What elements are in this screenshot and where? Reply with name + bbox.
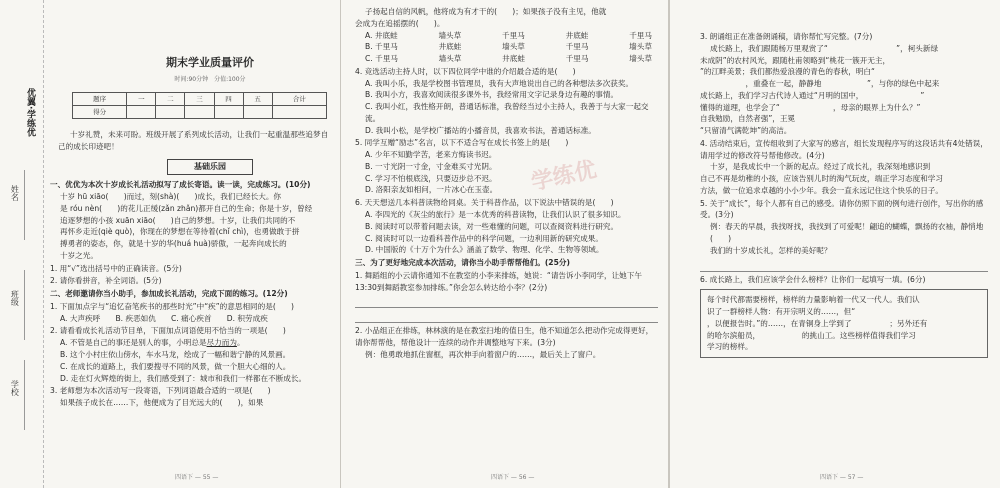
brand-logo: 优翼·学练优 xyxy=(25,88,35,137)
score-cell[interactable] xyxy=(272,106,326,119)
score-header: 四 xyxy=(214,93,243,106)
q4-option[interactable]: C. 我叫小红，我性格开朗，普通话标准，我曾经当过小主持人，我善于与大家一起交流。 xyxy=(365,102,649,123)
q3-3-line[interactable]: 懂得的道理，也学会了“ ，母亲的眼界上为什么？” xyxy=(700,102,921,112)
q1-line: 十岁之光。 xyxy=(60,250,98,260)
choice-cell: 墙头草 xyxy=(438,54,462,64)
choice-cell: C. 千里马 xyxy=(365,54,398,64)
q2-3: 3. 老师想为本次活动写一段寄语，下列词语最合适的一项是( ) xyxy=(50,386,271,396)
choice-row[interactable] xyxy=(355,53,658,65)
score-header: 合计 xyxy=(272,93,326,106)
q2-2-option[interactable]: B. 这个小村庄依山傍水，车水马龙，绘成了一幅和谐宁静的风景画。 xyxy=(60,349,291,359)
score-header: 二 xyxy=(156,93,185,106)
q3-3-line[interactable]: 成长路上，我们学习古代诗人通过“月明的国中， ” xyxy=(700,90,925,100)
q5-option[interactable]: B. 一寸光阴一寸金，寸金难买寸光阴。 xyxy=(365,161,497,171)
q6-box-line: 识了一群榜样人物：有开宗明义的……，但“ xyxy=(707,307,924,317)
q5: 5. 同学互赠“励志”名言，以下不适合写在成长书签上的是( ) xyxy=(355,138,569,148)
q2-1-options[interactable]: A. 大声疾呼 B. 疾恶如仇 C. 痛心疾首 D. 积劳成疾 xyxy=(60,313,268,323)
q1-line: 追逐梦想的小孩 xuān xiāo( )自己的梦想。十岁，让我们共同的不 xyxy=(60,215,296,225)
q4-text[interactable]: 自己不再是幼稚的小孩，应该告别儿时的淘气玩皮，端正学习态度和学习 xyxy=(700,174,943,184)
q3-3-line[interactable]: 成长路上，我们跟随杨万里观赏了“ ”，柯头新绿 xyxy=(710,43,939,53)
page-55 xyxy=(0,0,340,488)
q3-3: 3. 朗诵组正在准备朗诵稿，请你帮忙写完整。(7分) xyxy=(700,32,873,41)
q6: 6. 成长路上，我们应该学会什么榜样？让你们一起填写一填。(6分) xyxy=(700,274,926,284)
q4-text[interactable]: 方法，做一位追求卓越的小小少年。我会一直永远记住这个快乐的日子。 xyxy=(700,185,943,195)
q6-option[interactable]: B. 阅读时可以带着问题去读，对一些难懂的问题，可以查阅资料进行研究。 xyxy=(365,221,619,231)
school-field-label: 学校 xyxy=(10,380,20,396)
q6-box[interactable] xyxy=(700,289,988,358)
q6-option[interactable]: C. 阅读时可以一边看科普作品中的科学问题，一边利用新的研究成果。 xyxy=(365,233,603,243)
choice-row[interactable] xyxy=(355,41,658,53)
q2-2-option[interactable]: A. 不管是自己的事还是别人的事，小明总是尽力而为。 xyxy=(60,338,245,348)
score-cell[interactable] xyxy=(214,106,243,119)
section-badge: 基础乐园 xyxy=(167,159,253,175)
q3-3-line[interactable]: 未成阴”的农村风光，跟随杜甫领略到“桃花一簇开无主， xyxy=(700,55,891,65)
q3-3-line[interactable]: 自我勉励，自然者强”，王冕 xyxy=(700,114,796,124)
choice-cell: B. 千里马 xyxy=(365,42,398,52)
q5-option[interactable]: D. 洛阳亲友如相问，一片冰心在玉壶。 xyxy=(365,185,498,195)
choice-cell: 千里马 xyxy=(629,30,652,40)
q1-sub: 1. 用“√”选出括号中的正确读音。(5分) xyxy=(50,263,182,273)
choice-cell: 井底蛙 xyxy=(438,42,462,52)
name-line xyxy=(24,170,25,240)
q6-option[interactable]: D. 中国版的《十万个为什么》涵盖了数学、物理、化学、生物等领域。 xyxy=(365,245,604,255)
page-57 xyxy=(670,0,1000,488)
choice-cell: 墙头草 xyxy=(629,54,652,64)
q6-box-line: 的哈尔滨船员， 的挑山工。这些榜样值得我们学习 xyxy=(707,330,916,340)
watermark: 学练优 xyxy=(529,157,599,196)
score-header: 三 xyxy=(185,93,214,106)
q1-line: 搏勇者的姿态，你，就是十岁的华(huá huà)骄傲，一起奔向成长的 xyxy=(60,239,287,249)
choice-cell: 墙头草 xyxy=(629,42,652,52)
page-number: 四语下 — 57 — xyxy=(820,473,864,481)
q4-text[interactable]: 十岁，是我成长中一个新的起点。经过了成长礼，我深刻地感识到 xyxy=(710,162,931,172)
q4-option[interactable]: A. 我叫小乐，我是学校图书管理员，我有大声地说出自己的各种想法多次获奖。 xyxy=(365,78,634,88)
score-header: 题序 xyxy=(73,93,127,106)
answer-line[interactable] xyxy=(700,259,988,272)
score-table xyxy=(72,92,327,119)
q4: 4. 竞选活动主持人时，以下四位同学中谁的介绍最合适的是( ) xyxy=(355,66,576,76)
school-line xyxy=(24,360,25,430)
choice-cell: 墙头草 xyxy=(502,42,525,52)
score-header: 一 xyxy=(127,93,156,106)
q5: 5. 关于“成长”，每个人都有自己的感受。请你仿照下面的例句进行创作，写出你的感受。(3分) xyxy=(700,198,984,220)
q2-2-option[interactable]: D. 走在灯火辉煌的街上，我们感受到了：城市和我们一样都在不断成长。 xyxy=(60,373,307,383)
binding-margin xyxy=(0,0,44,488)
q5-prompt: 我们的十岁成长礼，怎样的美好呢？ xyxy=(710,245,832,255)
score-cell[interactable] xyxy=(127,106,156,119)
q1-line: 再怀乡走近(qiè quò)，你现在的梦想在等待着(chǐ chì)，也勇做敢于拼 xyxy=(60,227,300,237)
q5-option[interactable]: C. 学习不怕根底浅，只要迈步总不迟。 xyxy=(365,173,497,183)
q6-box-line: ，以便报告时。”的……，在青铜身上学到了 ；另外还有 xyxy=(707,318,928,328)
q6-option[interactable]: A. 李四光的《灰尘的旅行》是一本优秀的科普读物，让我们认识了很多知识。 xyxy=(365,210,626,220)
q1-line: 十岁 hū xiāo( )而过，刻(shà)( )成长，我们已经长大。你 xyxy=(60,192,282,202)
class-line xyxy=(24,270,25,340)
q2-2-option[interactable]: C. 在成长的道路上，我们要搜寻不同的风景，做一个胆大心细的人。 xyxy=(60,361,291,371)
q6: 6. 天天想送几本科普读物给同桌。关于科普作品，以下说法中错误的是( ) xyxy=(355,198,614,208)
q3-1: 1. 舞蹈组的小云请你通知不在教室的小李来排练，她说：“请告诉小李同学，让她下午13:30到舞蹈教室参加排练。”你会怎么转达给小李？(2分) xyxy=(355,270,642,292)
q3-3-line[interactable]: ，重叠在一起，静静地 ”，与你的绿色中起来 xyxy=(700,79,940,89)
q6-box-line: 每个时代都需要榜样，榜样的力量影响着一代又一代人。我们认 xyxy=(707,295,920,305)
score-cell[interactable] xyxy=(185,106,214,119)
question-1-title: 一、优优为本次十岁成长礼活动拟写了成长寄语。读一读，完成练习。(10分) xyxy=(50,180,311,190)
question-3-title: 三、为了更好地完成本次活动，请你当小助手帮帮他们。(25分) xyxy=(355,258,570,268)
q4: 4. 活动结束后，宣传组收到了大家写的感言，组长发现程序写的这段话共有4处错误，请用学过的修改符号帮他修改。(4分) xyxy=(700,138,988,160)
choice-cell: 千里马 xyxy=(565,42,589,52)
page-number: 四语下 — 55 — xyxy=(175,473,219,481)
score-cell[interactable] xyxy=(156,106,185,119)
answer-line[interactable] xyxy=(355,310,658,323)
page-number: 四语下 — 56 — xyxy=(491,473,535,481)
choice-row[interactable] xyxy=(355,30,658,42)
question-2-title: 二、老师邀请你当小助手，参加成长礼活动，完成下面的练习。(12分) xyxy=(50,289,288,299)
choice-cell: 井底蛙 xyxy=(565,30,589,40)
score-cell[interactable] xyxy=(243,106,272,119)
p2-top-line: 会成为在追摇摆的( )。 xyxy=(355,18,445,28)
choice-cell: 墙头草 xyxy=(438,30,462,40)
intro-text: 十岁礼赞，未来可盼。班级开展了系列成长活动，让我们一起重温那些追梦自己的成长印迹吧！ xyxy=(58,130,329,152)
choice-cell: 井底蛙 xyxy=(502,54,525,64)
q3-3-line[interactable]: ”的江畔美景；我们都热爱浪漫的青色的春秋，明白“ xyxy=(700,67,875,77)
q6-box-line: 学习的榜样。 xyxy=(707,342,753,352)
p2-top-line: 子扬起自信的风帆，他将成为有才干的( )；如果孩子没有主见，他就 xyxy=(365,7,607,16)
q1-sub: 2. 请你看拼音，补全词语。(5分) xyxy=(50,276,162,286)
score-row-label: 得分 xyxy=(73,106,127,119)
page-title: 期末学业质量评价 xyxy=(166,56,254,69)
q4-option[interactable]: D. 我叫小松，是学校广播站的小播音员，我喜欢书法，普通话标准。 xyxy=(365,125,596,135)
page-56 xyxy=(341,0,668,488)
q3-2-answer[interactable]: 例：他勇敢地抓住窗框，再次伸手向着窗户的……，最后关上了窗户。 xyxy=(365,349,601,359)
q5-example: 例：春天的早晨，我找呀找，我找到了可爱呢！翩追的蝴蝶，飘扬的衣袖，静悄地( ) xyxy=(710,222,984,244)
q3-2: 2. 小品组正在排练，林林演的是在教室扫地的值日生，他不知道怎么把动作完成得更好，请你帮帮他，帮他设计一连续的动作并调整地写下来。(3分) xyxy=(355,326,654,348)
answer-line[interactable] xyxy=(355,295,658,308)
q4-option[interactable]: B. 我叫小方，我喜欢阅读很多课外书，我经常用文字记录身边有趣的事情。 xyxy=(365,90,619,100)
q1-line: 是 róu nèn( )的花儿正缓(zǎn zhǎn)都开自己的生命；你是十岁，曾经 xyxy=(60,203,313,213)
name-field-label: 姓名 xyxy=(10,185,20,201)
exam-info: 时间:90分钟 分值:100分 xyxy=(174,76,246,84)
score-header: 五 xyxy=(243,93,272,106)
q2-1: 1. 下面加点字与“追忆奋笔疾书的那些时光”中“疾”的意思相同的是( ) xyxy=(50,301,294,311)
choice-cell: 千里马 xyxy=(502,30,525,40)
class-field-label: 班级 xyxy=(10,290,20,306)
q2-3-text: 如果孩子成长在……下，他便成为了目光远大的( )，如果 xyxy=(60,398,264,408)
q5-option[interactable]: A. 少年不知勤学苦，老来方悔读书迟。 xyxy=(365,150,497,160)
q3-3-line[interactable]: “只留清气满乾坤”的高洁。 xyxy=(700,126,792,136)
choice-cell: 千里马 xyxy=(565,54,589,64)
q2-2: 2. 请看看成长礼活动节目单，下面加点词语使用不恰当的一项是( ) xyxy=(50,326,286,336)
choice-cell: A. 井底蛙 xyxy=(365,30,398,40)
